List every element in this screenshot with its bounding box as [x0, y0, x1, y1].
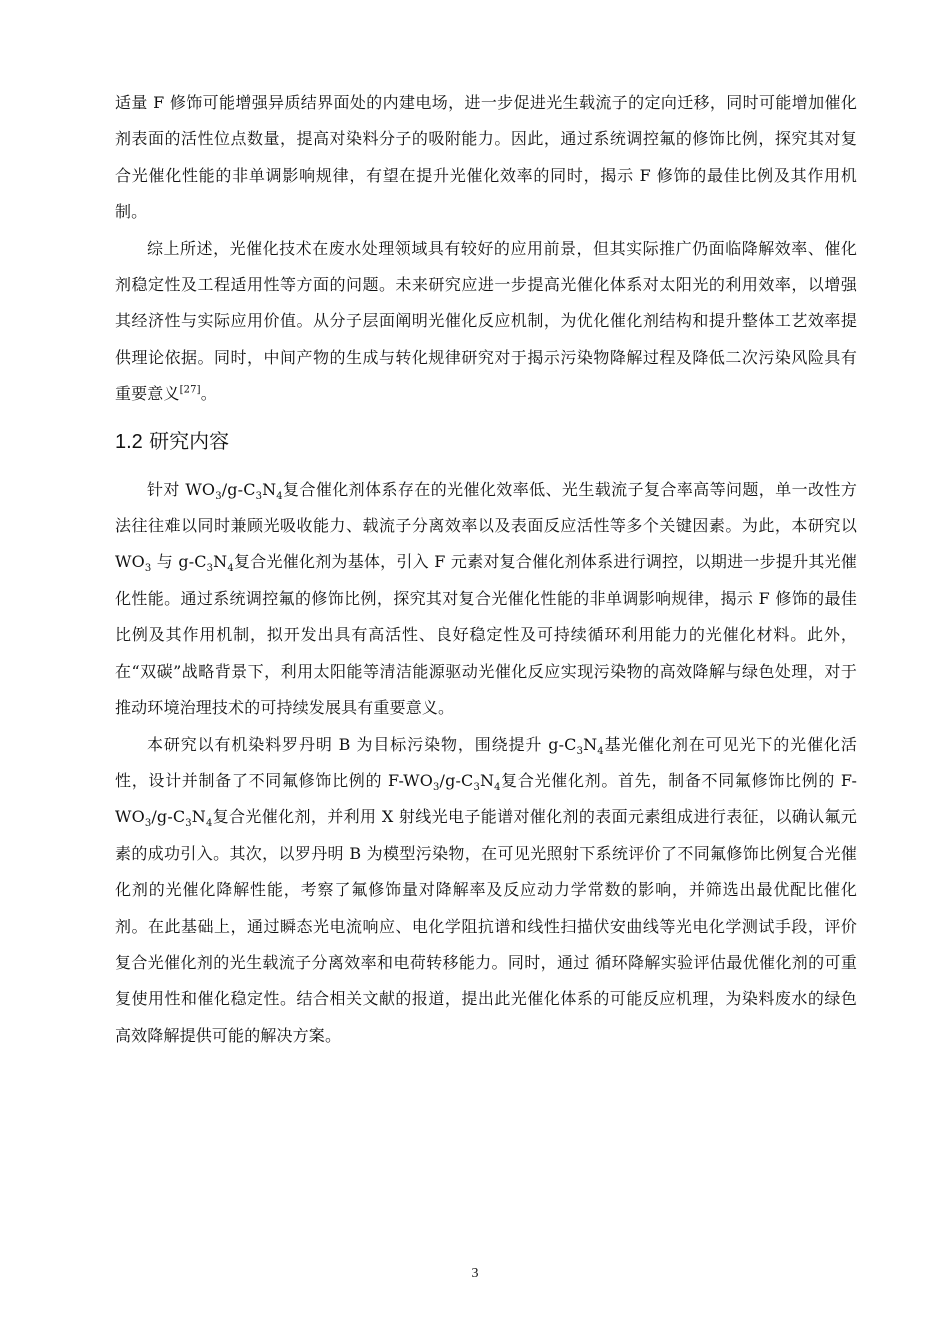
- p4-part-b: 基光催化剂在可见光下的光催化活性，设计并制备了不同氟修饰比例的: [115, 734, 857, 790]
- p3-part-a: 针对: [147, 479, 186, 499]
- p4-part-c: 复合光催化剂。首先，制备不同氟修饰比例的: [500, 770, 841, 790]
- section-title: 研究内容: [149, 428, 230, 453]
- formula-gc3n4: $g-C_3N_4$: [548, 734, 604, 757]
- formula-gc3n4: $g-C_3N_4$: [178, 552, 234, 575]
- citation-ref: [27]: [179, 384, 201, 396]
- section-number: 1.2: [115, 430, 143, 453]
- section-heading: [115, 421, 857, 462]
- summary-end: 。: [200, 384, 217, 404]
- p4-part-a: 本研究以有机染料罗丹明 B 为目标污染物，围绕提升: [147, 734, 549, 754]
- page-body: [115, 85, 857, 1054]
- formula-wo3: $WO_3$: [115, 552, 152, 575]
- paragraph-research-content: [115, 472, 857, 727]
- paragraph-summary: [115, 231, 857, 413]
- summary-text: 综上所述，光催化技术在废水处理领域具有较好的应用前景，但其实际推广仍面临降解效率、催化剂稳定性及工程适用性等方面的问题。未来研究应进一步提高光催化体系对太阳光的利用效率，以增强其经济性与实际应用价值。从分子层面阐明光催化反应机制，为优化催化剂结构和提升整体工艺效率提供理论依据。同时，中间产物的生成与转化规律研究对于揭示污染物降解过程及降低二次污染风险具有重要意义: [115, 238, 857, 404]
- formula-wo3: $WO_3$: [185, 479, 222, 502]
- p4-part-d: 复合光催化剂，并利用 X 射线光电子能谱对催化剂的表面元素组成进行表征，以确认氟元素的成功引入。其次，以罗丹明 B 为模型污染物，在可见光照射下系统评价了不同氟修饰比例复合光催化剂的光催化降解性能，考察了氟修饰量对降解率及反应动力学常数的影响，并筛选出最优配比催化剂。在此基础上，通过瞬态光电流响应、电化学阻抗谱和线性扫描伏安曲线等光电化学测试手段，评价复合光催化剂的光生载流子分离效率和电荷转移能力。同时，通过 循环降解实验评估最优催化剂的可重复使用性和催化稳定性。结合相关文献的报道，提出此光催化体系的可能反应机理，为染料废水的绿色高效降解提供可能的解决方案。: [115, 807, 857, 1045]
- page-number: 3: [471, 1266, 479, 1281]
- paragraph-f-modification: 适量 F 修饰可能增强异质结界面处的内建电场，进一步促进光生载流子的定向迁移，同时可能增加催化剂表面的活性位点数量，提高对染料分子的吸附能力。因此，通过系统调控氟的修饰比例，探究其对复合光催化性能的非单调影响规律，有望在提升光催化效率的同时，揭示 F 修饰的最佳比例及其作用机制。: [115, 93, 857, 222]
- paragraph-methods: [115, 727, 857, 1055]
- p3-part-c: 与: [151, 552, 179, 572]
- p3-part-d: 复合光催化剂为基体，引入 F 元素对复合催化剂体系进行调控，以期进一步提升其光催化性能。通过系统调控氟的修饰比例，探究其对复合光催化性能的非单调影响规律，揭示 F 修饰的最佳比例及其作用机制，拟开发出具有高活性、良好稳定性及可持续循环利用能力的光催化材料。此外，在“双碳”战略背景下，利用太阳能等清洁能源驱动光催化反应实现污染物的高效降解与绿色处理，对于推动环境治理技术的可持续发展具有重要意义。: [115, 552, 857, 718]
- formula-gc3n4: $/g-C_3N_4$: [221, 479, 283, 502]
- formula-f-wo3-gc3n4: $F-WO_3/g-C_3N_4$: [387, 770, 501, 794]
- p3-part-b: 复合催化剂体系存在的光催化效率低、光生载流子复合率高等问题，单一改性方法往往难以同时兼顾光吸收能力、载流子分离效率以及表面反应活性等多个关键因素。为此，本研究以: [115, 479, 857, 536]
- formula-f-wo3-gc3n4: $F-WO_3/g-C_3N_4$: [115, 770, 857, 830]
